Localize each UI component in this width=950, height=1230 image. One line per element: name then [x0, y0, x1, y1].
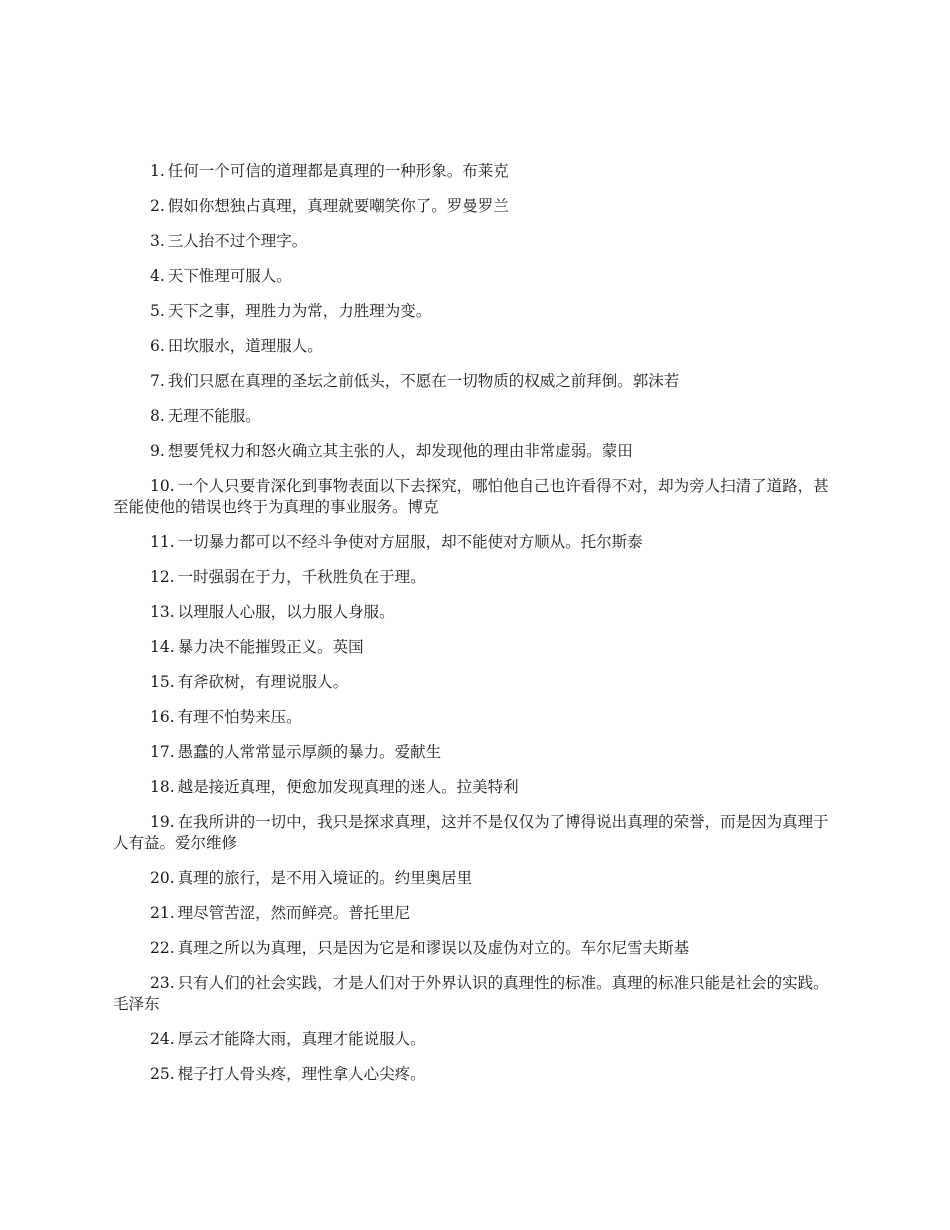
quote-number: 23. — [150, 974, 175, 992]
quote-text: 厚云才能降大雨，真理才能说服人。 — [177, 1030, 426, 1048]
quote-item — [113, 406, 835, 427]
quote-item — [113, 266, 835, 287]
quote-item — [113, 672, 835, 693]
quote-item — [113, 336, 835, 357]
quote-number: 17. — [150, 743, 175, 761]
quote-text: 天下惟理可服人。 — [167, 267, 292, 285]
quote-text: 假如你想独占真理，真理就要嘲笑你了。罗曼罗兰 — [167, 197, 509, 215]
quote-item — [113, 532, 835, 553]
quote-number: 21. — [150, 904, 175, 922]
quote-number: 14. — [150, 638, 175, 656]
quote-number: 6. — [150, 337, 165, 355]
quote-text: 在我所讲的一切中，我只是探求真理，这并不是仅仅为了博得说出真理的荣誉，而是因为真理于人有益。爱尔维修 — [113, 813, 829, 852]
quote-text: 真理之所以为真理，只是因为它是和谬误以及虚伪对立的。车尔尼雪夫斯基 — [177, 939, 690, 957]
quote-text: 一个人只要肯深化到事物表面以下去探究，哪怕他自己也许看得不对，却为旁人扫清了道路，甚至能使他的错误也终于为真理的事业服务。博克 — [113, 477, 829, 516]
quote-item — [113, 868, 835, 889]
quote-text: 以理服人心服，以力服人身服。 — [177, 603, 395, 621]
quote-item — [113, 1064, 835, 1085]
quote-number: 12. — [150, 568, 175, 586]
quote-number: 15. — [150, 673, 175, 691]
quote-text: 越是接近真理，便愈加发现真理的迷人。拉美特利 — [177, 778, 519, 796]
quote-item — [113, 938, 835, 959]
quote-list — [113, 161, 835, 1099]
quote-number: 5. — [150, 302, 165, 320]
quote-item — [113, 742, 835, 763]
quote-item — [113, 476, 835, 518]
quote-text: 一时强弱在于力，千秋胜负在于理。 — [177, 568, 426, 586]
quote-number: 24. — [150, 1030, 175, 1048]
quote-number: 4. — [150, 267, 165, 285]
quote-number: 7. — [150, 372, 165, 390]
quote-number: 13. — [150, 603, 175, 621]
quote-number: 1. — [150, 162, 165, 180]
quote-text: 天下之事，理胜力为常，力胜理为变。 — [167, 302, 432, 320]
quote-text: 一切暴力都可以不经斗争使对方屈服，却不能使对方顺从。托尔斯泰 — [177, 533, 643, 551]
quote-number: 10. — [150, 477, 175, 495]
quote-text: 我们只愿在真理的圣坛之前低头，不愿在一切物质的权威之前拜倒。郭沫若 — [167, 372, 680, 390]
quote-text: 理尽管苦涩，然而鲜亮。普托里尼 — [177, 904, 411, 922]
quote-text: 有理不怕势来压。 — [177, 708, 302, 726]
quote-text: 有斧砍树，有理说服人。 — [177, 673, 349, 691]
quote-item — [113, 1029, 835, 1050]
quote-item — [113, 231, 835, 252]
quote-number: 8. — [150, 407, 165, 425]
quote-number: 3. — [150, 232, 165, 250]
quote-item — [113, 567, 835, 588]
quote-number: 2. — [150, 197, 165, 215]
quote-number: 9. — [150, 442, 165, 460]
quote-text: 只有人们的社会实践，才是人们对于外界认识的真理性的标准。真理的标准只能是社会的实践。毛泽东 — [113, 974, 829, 1013]
quote-text: 想要凭权力和怒火确立其主张的人，却发现他的理由非常虚弱。蒙田 — [167, 442, 633, 460]
quote-item — [113, 161, 835, 182]
quote-item — [113, 301, 835, 322]
quote-item — [113, 973, 835, 1015]
quote-text: 棍子打人骨头疼，理性拿人心尖疼。 — [177, 1065, 426, 1083]
quote-text: 真理的旅行，是不用入境证的。约里奥居里 — [177, 869, 473, 887]
quote-item — [113, 602, 835, 623]
quote-item — [113, 196, 835, 217]
quote-item — [113, 777, 835, 798]
quote-item — [113, 812, 835, 854]
quote-number: 16. — [150, 708, 175, 726]
quote-number: 22. — [150, 939, 175, 957]
quote-text: 暴力决不能摧毁正义。英国 — [177, 638, 364, 656]
quote-text: 三人抬不过个理字。 — [167, 232, 308, 250]
quote-number: 25. — [150, 1065, 175, 1083]
quote-text: 无理不能服。 — [167, 407, 261, 425]
quote-item — [113, 637, 835, 658]
quote-number: 18. — [150, 778, 175, 796]
quote-item — [113, 903, 835, 924]
quote-text: 任何一个可信的道理都是真理的一种形象。布莱克 — [167, 162, 509, 180]
quote-text: 愚蠢的人常常显示厚颜的暴力。爱献生 — [177, 743, 442, 761]
quote-number: 20. — [150, 869, 175, 887]
quote-number: 11. — [150, 533, 175, 551]
quote-item — [113, 441, 835, 462]
quote-number: 19. — [150, 813, 175, 831]
quote-item — [113, 371, 835, 392]
quote-item — [113, 707, 835, 728]
quote-text: 田坎服水，道理服人。 — [167, 337, 323, 355]
